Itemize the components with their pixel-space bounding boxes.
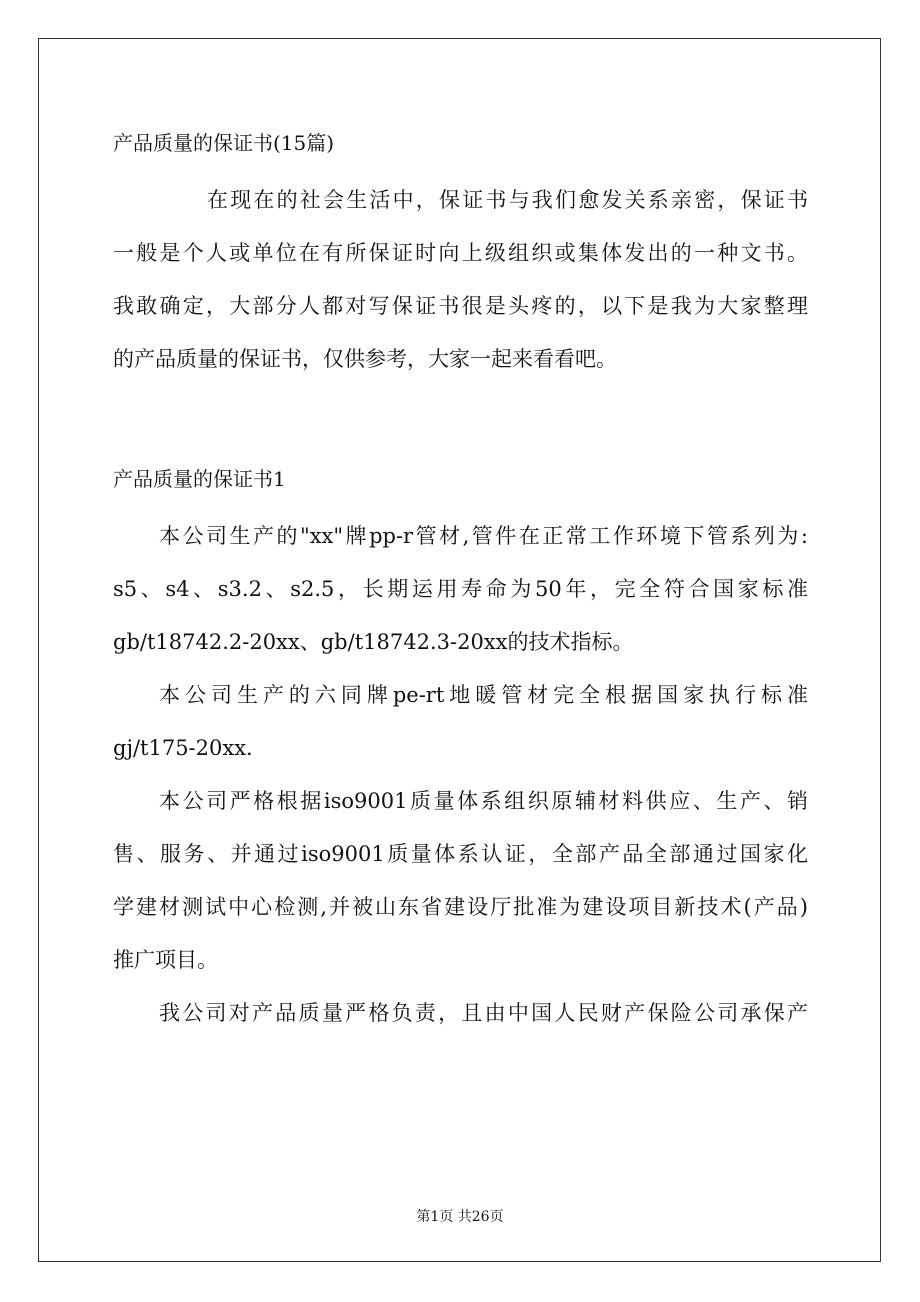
paragraph-line: gb/t18742.2-20xx、gb/t18742.3-20xx的技术指标。	[113, 630, 634, 654]
paragraph-line: 本公司生产的"xx"牌pp-r管材,管件在正常工作环境下管系列为:	[159, 524, 808, 548]
intro-line: 的产品质量的保证书，仅供参考，大家一起来看看吧。	[113, 347, 617, 371]
paragraph-line: s5、s4、s3.2、s2.5，长期运用寿命为50年，完全符合国家标准	[113, 577, 808, 601]
paragraph-line: 本公司严格根据iso9001质量体系组织原辅材料供应、生产、销	[159, 789, 808, 813]
paragraph-1	[113, 510, 808, 669]
paragraph-line: 推广项目。	[113, 948, 218, 972]
paragraph-line: gj/t175-20xx.	[113, 736, 253, 760]
intro-line: 在现在的社会生活中，保证书与我们愈发关系亲密，保证书	[207, 188, 808, 212]
section-heading: 产品质量的保证书1	[113, 467, 286, 491]
document-body	[113, 120, 808, 1040]
paragraph-line: 学建材测试中心检测,并被山东省建设厅批准为建设项目新技术(产品)	[113, 895, 808, 919]
intro-paragraph	[113, 174, 808, 386]
page-number-footer: 第1页 共26页	[416, 1209, 504, 1225]
paragraph-2	[113, 669, 808, 775]
paragraph-line: 售、服务、并通过iso9001质量体系认证，全部产品全部通过国家化	[113, 842, 808, 866]
intro-line: 一般是个人或单位在有所保证时向上级组织或集体发出的一种文书。	[113, 241, 808, 265]
paragraph-4	[113, 987, 808, 1040]
intro-line: 我敢确定，大部分人都对写保证书很是头疼的，以下是我为大家整理	[113, 294, 808, 318]
document-title: 产品质量的保证书(15篇)	[113, 131, 335, 155]
paragraph-3	[113, 775, 808, 987]
paragraph-line: 本公司生产的六同牌pe-rt地暖管材完全根据国家执行标准	[159, 683, 808, 707]
paragraph-line: 我公司对产品质量严格负责，且由中国人民财产保险公司承保产	[159, 1001, 808, 1025]
